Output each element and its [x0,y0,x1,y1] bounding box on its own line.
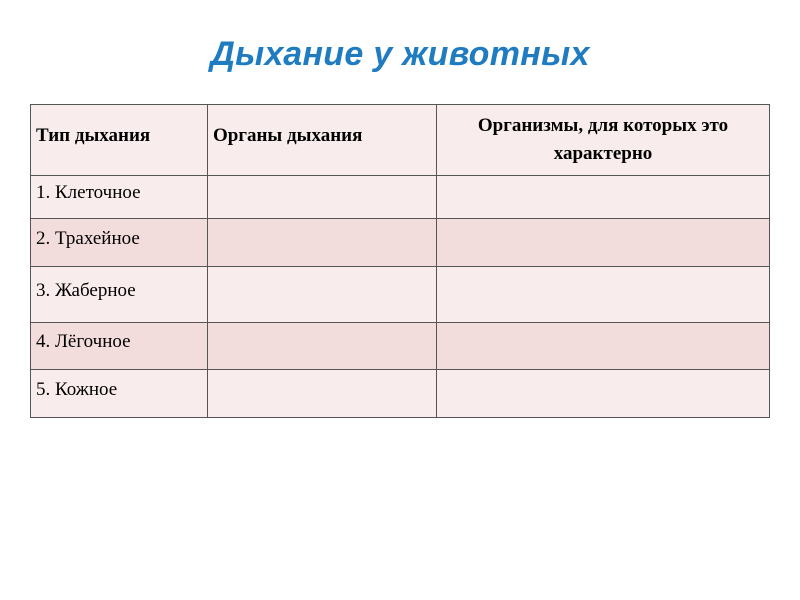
cell-breathing-organs[interactable] [208,219,437,267]
cell-breathing-type [31,267,208,323]
breathing-type-label: 4. Лёгочное [36,331,131,352]
table-row [31,323,770,370]
cell-breathing-type [31,370,208,418]
respiration-table [30,104,770,418]
cell-organisms[interactable] [437,323,770,370]
cell-breathing-organs[interactable] [208,323,437,370]
cell-breathing-organs[interactable] [208,176,437,219]
cell-organisms[interactable] [437,176,770,219]
cell-organisms[interactable] [437,267,770,323]
cell-breathing-type [31,219,208,267]
table-row [31,267,770,323]
header-label-breathing-type: Тип дыхания [36,125,151,146]
header-cell-breathing-type [31,105,208,176]
page-title: Дыхание у животных [210,35,590,73]
table-row [31,176,770,219]
table-header-row [31,105,770,176]
cell-organisms[interactable] [437,219,770,267]
header-label-breathing-organs: Органы дыхания [213,125,363,146]
cell-organisms[interactable] [437,370,770,418]
table-row [31,370,770,418]
cell-breathing-type [31,323,208,370]
cell-breathing-organs[interactable] [208,267,437,323]
table-row [31,219,770,267]
header-label-organisms: Организмы, для которых это характерно [477,115,729,164]
breathing-type-label: 3. Жаберное [36,279,136,301]
breathing-type-label: 5. Кожное [36,378,118,400]
breathing-type-label: 1. Клеточное [36,182,141,203]
header-cell-breathing-organs [208,105,437,176]
breathing-type-label: 2. Трахейное [36,227,140,249]
cell-breathing-organs[interactable] [208,370,437,418]
header-cell-organisms [437,105,770,176]
cell-breathing-type [31,176,208,219]
